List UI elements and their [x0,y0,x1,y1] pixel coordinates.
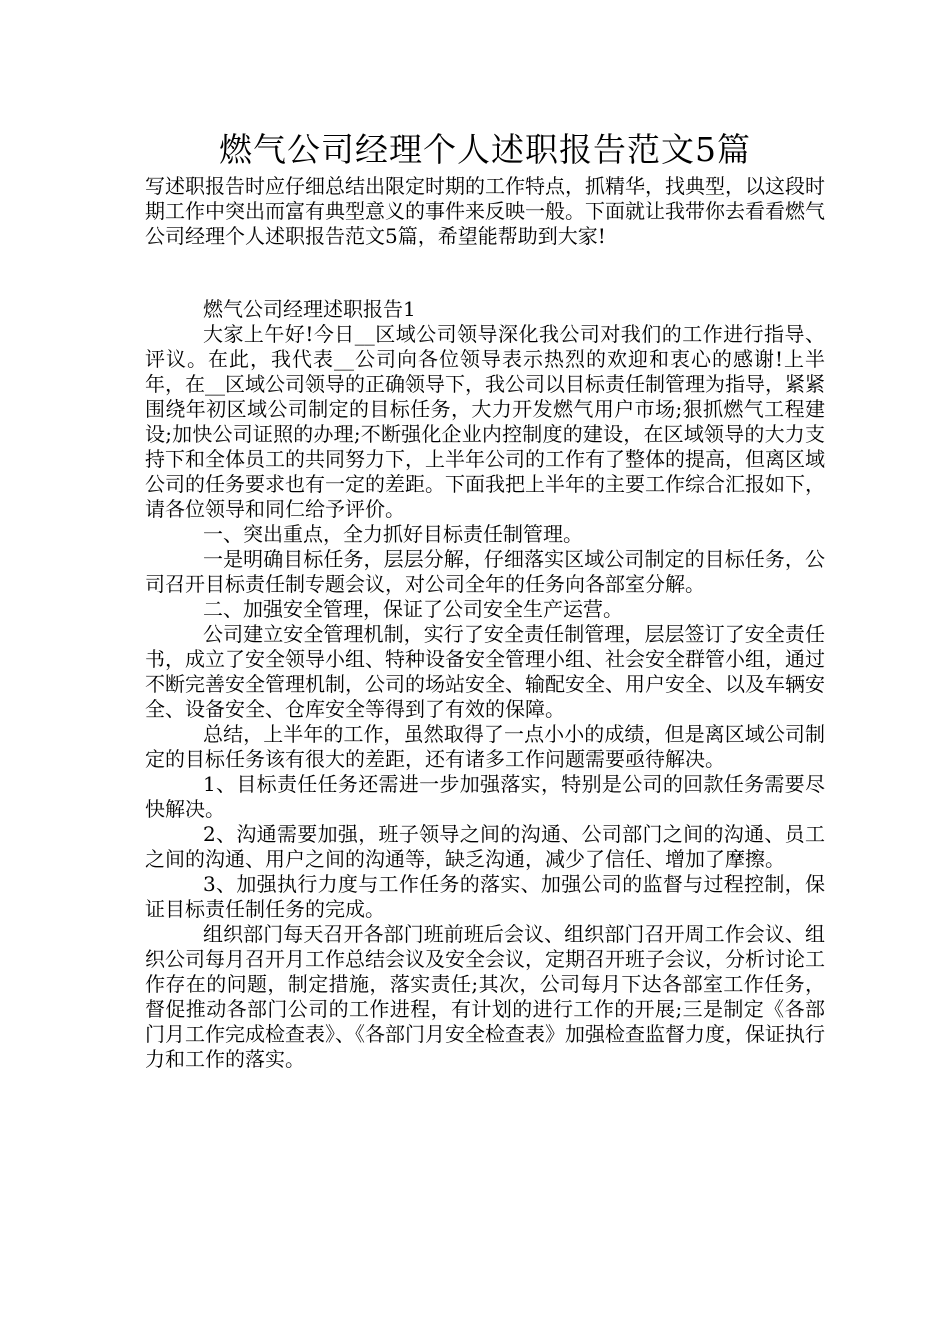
body-paragraph: 1、目标责任任务还需进一步加强落实，特别是公司的回款任务需要尽快解决。 [145,772,825,821]
body-paragraph: 3、加强执行力度与工作任务的落实、加强公司的监督与过程控制，保证目标责任制任务的完成。 [145,872,825,921]
body-paragraph: 二、加强安全管理，保证了公司安全生产运营。 [203,597,623,621]
body-paragraph: 一是明确目标任务，层层分解，仔细落实区域公司制定的目标任务，公司召开目标责任制专题会议，对公司全年的任务向各部室分解。 [145,547,825,596]
document-page [145,128,825,1072]
body-paragraph: 公司建立安全管理机制，实行了安全责任制管理，层层签订了安全责任书，成立了安全领导小组、特种设备安全管理小组、社会安全群管小组，通过不断完善安全管理机制，公司的场站安全、输配安全、用户安全、以及车辆安全、设备安全、仓库安全等得到了有效的保障。 [145,622,825,721]
section-heading: 燃气公司经理述职报告1 [203,297,416,321]
body-paragraph: 2、沟通需要加强，班子领导之间的沟通、公司部门之间的沟通、员工之间的沟通、用户之间的沟通等，缺乏沟通，减少了信任、增加了摩擦。 [145,822,825,871]
body-paragraph: 一、突出重点，全力抓好目标责任制管理。 [203,522,583,546]
spacer [145,249,825,297]
document-title: 燃气公司经理个人述职报告范文5篇 [219,130,751,169]
body-paragraph: 总结，上半年的工作，虽然取得了一点小小的成绩，但是离区域公司制定的目标任务该有很大的差距，还有诸多工作问题需要亟待解决。 [145,722,825,771]
body-paragraph: 大家上午好!今日__区域公司领导深化我公司对我们的工作进行指导、评议。在此，我代表__公司向各位领导表示热烈的欢迎和衷心的感谢!上半年，在__区域公司领导的正确领导下，我公司以目标责任制管理为指导，紧紧围绕年初区域公司制定的目标任务，大力开发燃气用户市场;狠抓燃气工程建设;加快公司证照的办理;不断强化企业内控制度的建设，在区域领导的大力支持下和全体员工的共同努力下，上半年公司的工作有了整体的提高，但离区域公司的任务要求也有一定的差距。下面我把上半年的主要工作综合汇报如下，请各位领导和同仁给予评价。 [145,322,825,521]
body-paragraph: 组织部门每天召开各部门班前班后会议、组织部门召开周工作会议、组织公司每月召开月工作总结会议及安全会议，定期召开班子会议，分析讨论工作存在的问题，制定措施，落实责任;其次，公司每月下达各部室工作任务，督促推动各部门公司的工作进程，有计划的进行工作的开展;三是制定《各部门月工作完成检查表》、《各部门月安全检查表》加强检查监督力度，保证执行力和工作的落实。 [145,922,825,1071]
intro-paragraph: 写述职报告时应仔细总结出限定时期的工作特点，抓精华，找典型，以这段时期工作中突出而富有典型意义的事件来反映一般。下面就让我带你去看看燃气公司经理个人述职报告范文5篇，希望能帮助到大家! [145,174,825,248]
